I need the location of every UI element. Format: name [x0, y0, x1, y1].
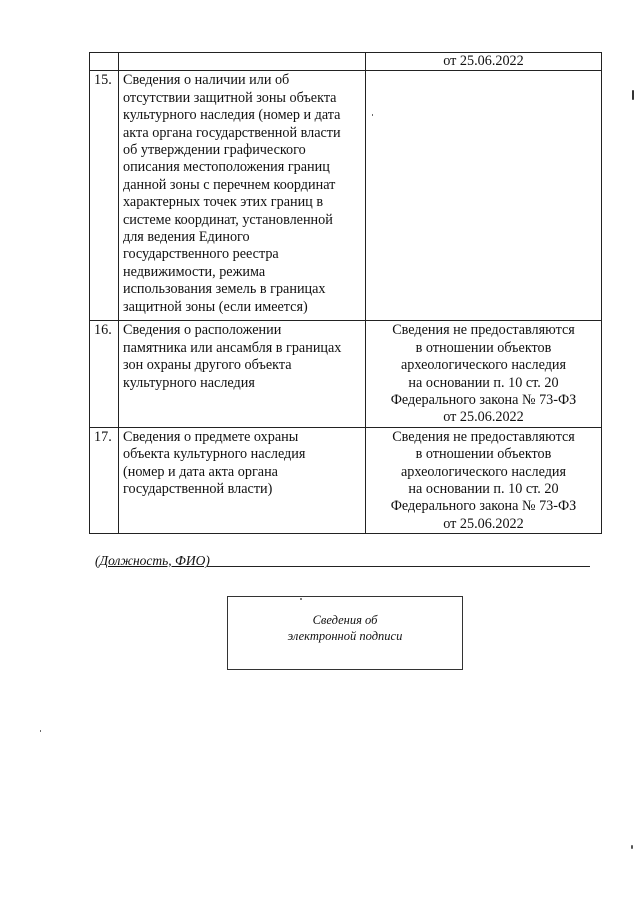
table-row [90, 53, 602, 71]
table-row [90, 71, 602, 321]
scan-speck [372, 114, 373, 116]
row-number: 16. [90, 321, 119, 427]
row-number: 15. [90, 71, 119, 321]
row-field: Сведения о предмете охраны объекта культурного наследия (номер и дата акта органа государственной власти) [123, 428, 306, 498]
row-field: Сведения о наличии или об отсутствии защитной зоны объекта культурного наследия (номер и дата акта органа государственной власти об утверждении графического описания местоположения границ данной зоны с перечнем координат характерных точек этих границ в системе координат, установленной для ведения Единого государственного реестра недвижимости, режима использования земель в границах защитной зоны (если имеется) [123, 72, 341, 315]
row-number [90, 53, 119, 71]
row-field [119, 53, 366, 71]
row-value: Сведения не предоставляются в отношении объектов археологического наследия на основании п. 10 ст. 20 Федерального закона № 73-ФЗ от 25.06.2022 [390, 322, 577, 426]
row-number: 17. [90, 427, 119, 533]
table-row [90, 427, 602, 533]
scan-speck [631, 845, 633, 849]
signature-line [207, 566, 590, 567]
scan-speck [632, 90, 634, 100]
scan-speck [40, 730, 41, 732]
row-value: Сведения не предоставляются в отношении объектов археологического наследия на основании п. 10 ст. 20 Федерального закона № 73-ФЗ от 25.06.2022 [390, 428, 577, 532]
table-row [90, 321, 602, 427]
electronic-signature-text: Сведения об электронной подписи [287, 613, 403, 643]
electronic-signature-box [227, 596, 463, 670]
row-field: Сведения о расположении памятника или ансамбля в границах зон охраны другого объекта культурного наследия [123, 322, 342, 391]
document-table [89, 52, 602, 534]
signature-label: (Должность, ФИО) [95, 553, 210, 568]
scan-speck [300, 598, 302, 600]
row-value: от 25.06.2022 [366, 53, 602, 71]
